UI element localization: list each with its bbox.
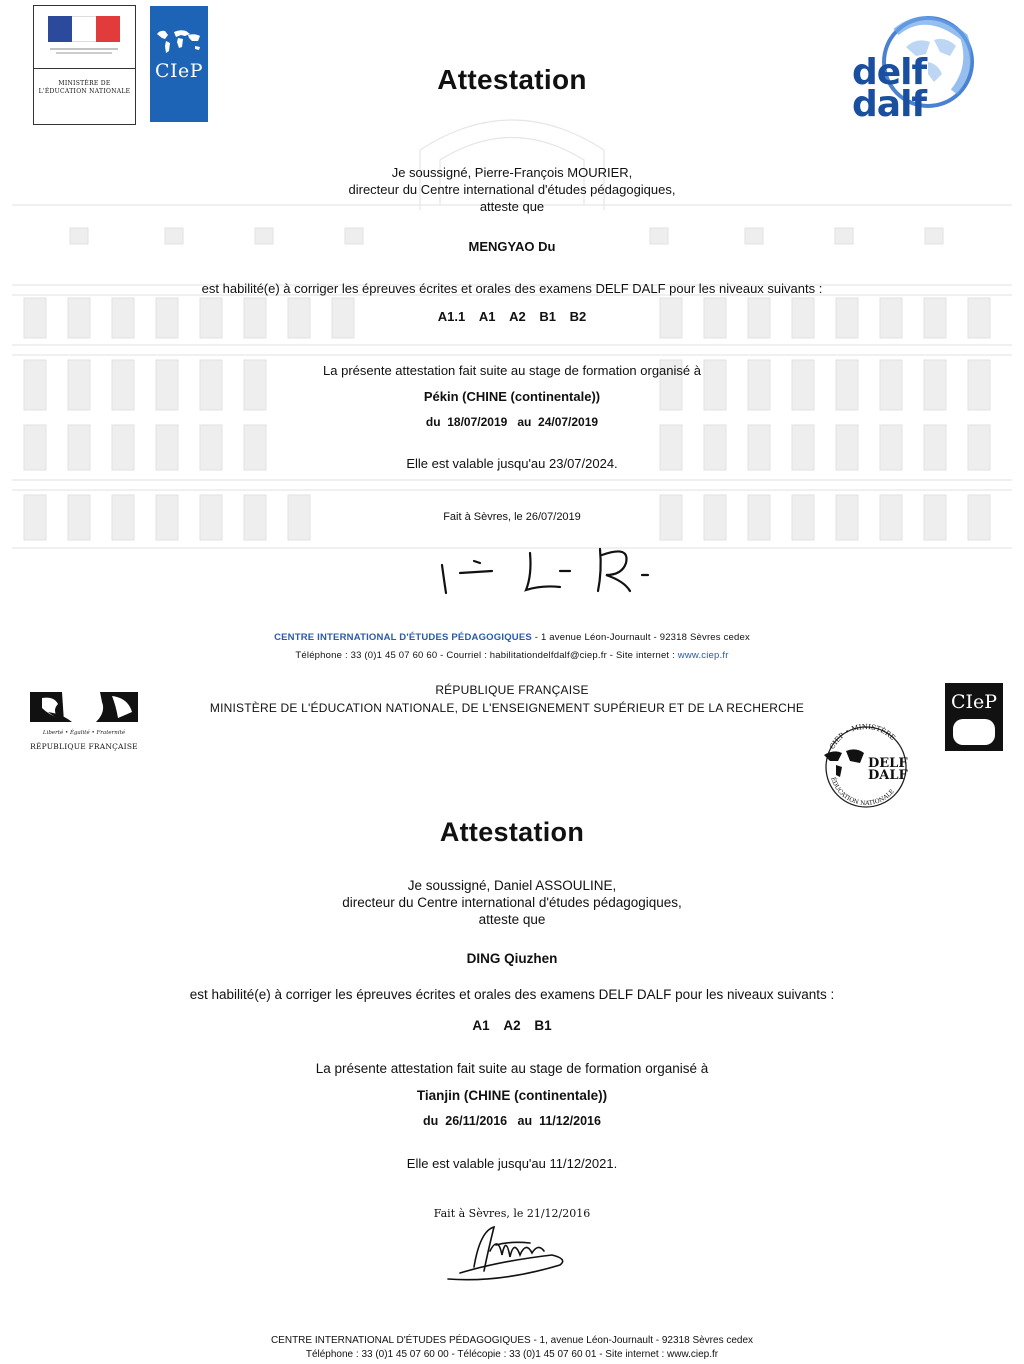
svg-text:DALF: DALF bbox=[868, 768, 908, 783]
ciep-logo bbox=[945, 683, 1003, 751]
header-ministry: MINISTÈRE DE L'ÉDUCATION NATIONALE, DE L'ENSEIGNEMENT SUPÉRIEUR ET DE LA RECHERCHE bbox=[209, 701, 805, 715]
habilitation-text: est habilité(e) à corriger les épreuves écrites et orales des examens DELF DALF pour les niveaux suivants : bbox=[201, 281, 823, 296]
intro-line-2: directeur du Centre international d'études pédagogiques, bbox=[342, 895, 682, 910]
intro-line-3: atteste que bbox=[478, 912, 546, 927]
page-title: Attestation bbox=[437, 64, 587, 95]
training-dates: du 18/07/2019 au 24/07/2019 bbox=[425, 415, 599, 429]
level-badge: B1 bbox=[534, 1018, 552, 1033]
habilitation-text: est habilité(e) à corriger les épreuves écrites et orales des examens DELF DALF pour les niveaux suivants : bbox=[189, 987, 835, 1002]
header-republic: RÉPUBLIQUE FRANÇAISE bbox=[435, 683, 589, 697]
training-dates: du 26/11/2016 au 11/12/2016 bbox=[423, 1114, 601, 1128]
official-seal bbox=[818, 721, 916, 809]
logo-motto-lines bbox=[48, 46, 120, 57]
level-badge: B2 bbox=[569, 309, 587, 324]
intro-line-1: Je soussigné, Daniel ASSOULINE, bbox=[407, 878, 617, 893]
marianne-logo bbox=[28, 688, 142, 754]
footer-address: CENTRE INTERNATIONAL D'ÉTUDES PÉDAGOGIQUES - 1, avenue Léon-Journault - 92318 Sèvres cedex bbox=[270, 1335, 754, 1346]
delf-logo-text: delf bbox=[852, 52, 927, 93]
place-date: Fait à Sèvres, le 26/07/2019 bbox=[443, 511, 581, 523]
intro-line-3: atteste que bbox=[479, 199, 545, 214]
intro-line-2: directeur du Centre international d'études pédagogiques, bbox=[348, 182, 676, 197]
training-location: Tianjin (CHINE (continentale)) bbox=[416, 1088, 608, 1103]
level-badge: A2 bbox=[509, 309, 526, 324]
level-badge: A2 bbox=[503, 1018, 521, 1033]
candidate-name: DING Qiuzhen bbox=[466, 951, 558, 966]
ciep-logo-text: CIeP bbox=[154, 60, 204, 82]
validity-text: Elle est valable jusqu'au 11/12/2021. bbox=[406, 1156, 618, 1171]
footer-address: CENTRE INTERNATIONAL D'ÉTUDES PÉDAGOGIQUES - 1 avenue Léon-Journault - 92318 Sèvres cedex bbox=[274, 632, 750, 643]
training-text: La présente attestation fait suite au stage de formation organisé à bbox=[323, 363, 701, 378]
world-map-icon bbox=[154, 26, 204, 56]
footer-contact: Téléphone : 33 (0)1 45 07 60 00 - Télécopie : 33 (0)1 45 07 60 01 - Site internet : www.ciep.fr bbox=[305, 1349, 719, 1360]
signature-assouline bbox=[440, 1221, 570, 1286]
seal-stamp-icon bbox=[818, 721, 916, 809]
footer-contact: Téléphone : 33 (0)1 45 07 60 60 - Courriel : habilitationdelfdalf@ciep.fr - Site internet : www.ciep.fr bbox=[295, 650, 729, 661]
intro-line-1: Je soussigné, Pierre-François MOURIER, bbox=[391, 165, 633, 180]
level-badge: A1 bbox=[472, 1018, 490, 1033]
candidate-name: MENGYAO Du bbox=[468, 239, 556, 254]
attestation-2019 bbox=[0, 0, 1024, 681]
ciep-logo-text: CIeP bbox=[950, 691, 998, 713]
french-flag-icon bbox=[48, 16, 120, 42]
ministry-logo-text: MINISTÈRE DE L'ÉDUCATION NATIONALE bbox=[38, 80, 131, 95]
validity-text: Elle est valable jusqu'au 23/07/2024. bbox=[406, 456, 618, 471]
levels-list bbox=[0, 1017, 1024, 1034]
republic-label: RÉPUBLIQUE FRANÇAISE bbox=[30, 742, 138, 751]
dalf-logo-text: dalf bbox=[852, 84, 927, 125]
level-badge: B1 bbox=[539, 309, 556, 324]
page-title: Attestation bbox=[439, 817, 585, 847]
signature-mourier bbox=[430, 535, 660, 600]
levels-list bbox=[0, 308, 1024, 325]
attestation-2016 bbox=[0, 681, 1024, 1364]
svg-text:CIEP • MINISTÈRE: CIEP • MINISTÈRE bbox=[828, 722, 897, 751]
level-badge: A1.1 bbox=[437, 309, 466, 324]
website-link[interactable]: www.ciep.fr bbox=[677, 650, 729, 661]
training-location: Pékin (CHINE (continentale)) bbox=[423, 389, 601, 404]
svg-text:DELF: DELF bbox=[868, 756, 908, 771]
svg-text:ÉDUCATION NATIONALE: ÉDUCATION NATIONALE bbox=[829, 776, 896, 808]
place-date: Fait à Sèvres, le 21/12/2016 bbox=[433, 1207, 591, 1220]
republic-motto: Liberté • Égalité • Fraternité bbox=[42, 730, 126, 736]
level-badge: A1 bbox=[478, 309, 496, 324]
training-text: La présente attestation fait suite au stage de formation organisé à bbox=[315, 1061, 709, 1076]
